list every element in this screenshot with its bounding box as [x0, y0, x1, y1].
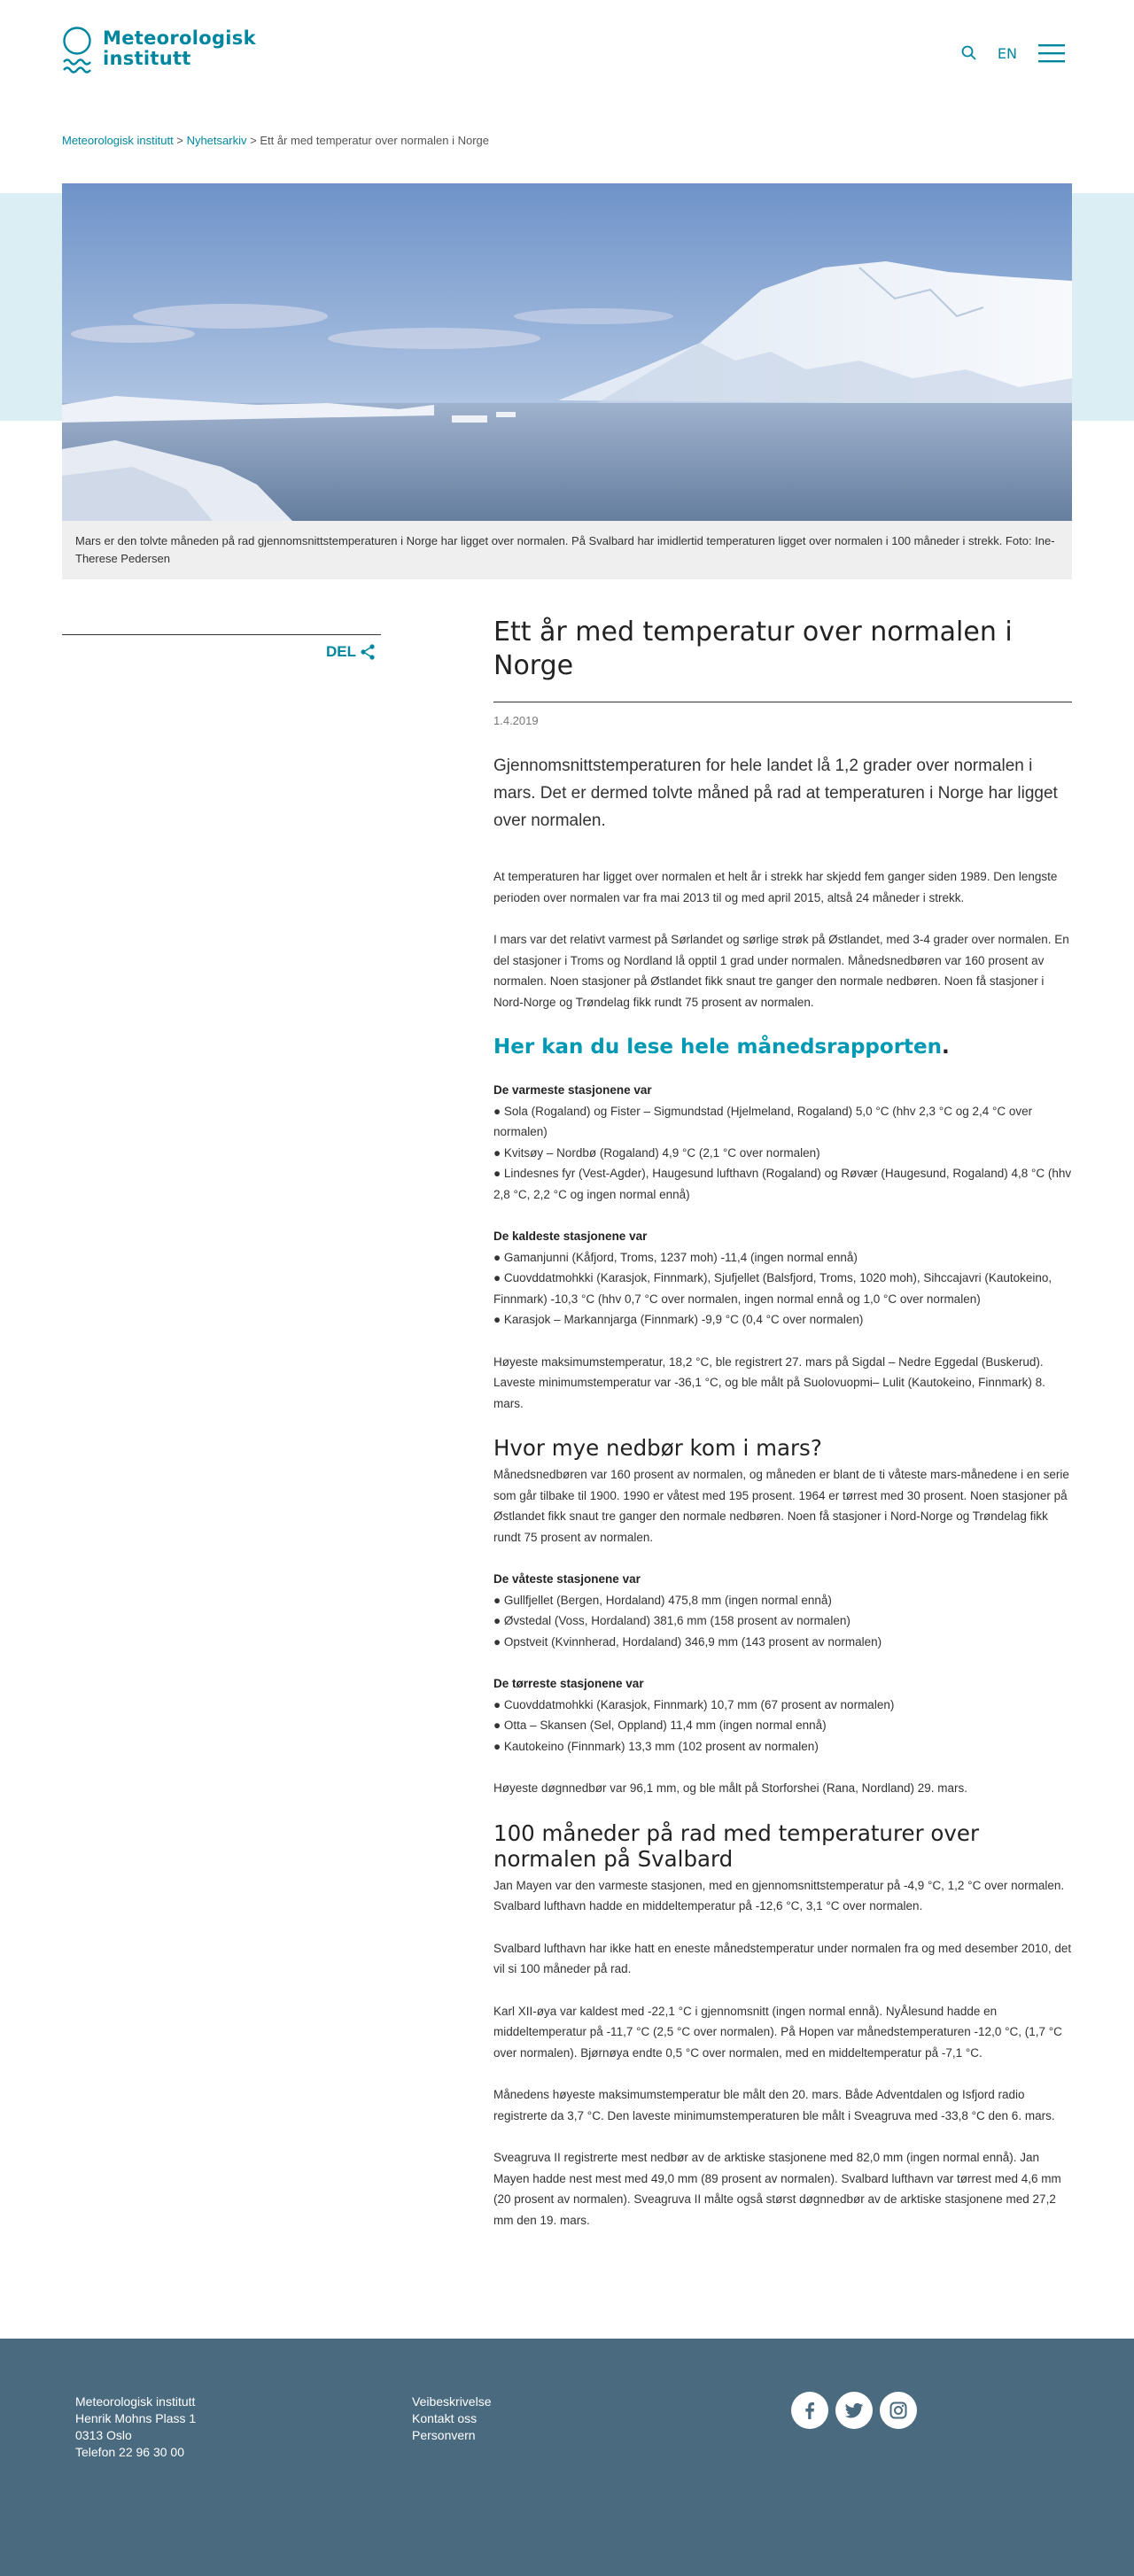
twitter-button[interactable] [835, 2392, 873, 2429]
list-item: ● Gamanjunni (Kåfjord, Troms, 1237 moh) -11,4 (ingen normal ennå) [493, 1250, 858, 1264]
paragraph: At temperaturen har ligget over normalen et helt år i strekk har skjedd fem ganger siden 1989. Den lengste perioden over normalen var fra mai 2013 til og med april 2015, altså 24 måneder i strekk. [493, 870, 1058, 904]
paragraph: Karl XII-øya var kaldest med -22,1 °C i gjennomsnitt (ingen normal ennå). NyÅlesund hadde en middeltemperatur på -11,7 °C (2,5 °C over normalen). På Hopen var månedstemperaturen -12,0 °C, (1,7 °C over normalen). Bjørnøya endte 0,5 °C over normalen, med en middeltemperatur på -7,1 °C. [493, 2004, 1062, 2060]
breadcrumb [62, 134, 489, 147]
logo-line1: Meteorologisk [103, 27, 256, 49]
list-item: ● Øvstedal (Voss, Hordaland) 381,6 mm (158 prosent av normalen) [493, 1614, 850, 1627]
driest-heading: De tørreste stasjonene var [493, 1677, 644, 1690]
monthly-report-heading [493, 1034, 1072, 1060]
article-date: 1.4.2019 [493, 714, 539, 727]
hero-image [62, 183, 1072, 521]
footer-link-privacy[interactable]: Personvern [412, 2428, 476, 2442]
twitter-icon [843, 2400, 865, 2421]
image-caption: Mars er den tolvte måneden på rad gjennomsnittstemperaturen i Norge har ligget over normalen. På Svalbard har imidlertid temperaturen ligget over normalen i 100 måneder i strekk. Foto: Ine-Therese Pedersen [62, 521, 1072, 579]
wettest-stations [493, 1569, 1072, 1652]
breadcrumb-current: Ett år med temperatur over normalen i Norge [260, 134, 489, 147]
logo-text [103, 28, 256, 69]
list-item: ● Gullfjellet (Bergen, Hordaland) 475,8 mm (ingen normal ennå) [493, 1593, 832, 1607]
paragraph: Månedsnedbøren var 160 prosent av normalen, og måneden er blant de ti våteste mars-månedene i en serie som går tilbake til 1900. 1990 er våtest med 195 prosent. 1964 er tørrest med 30 prosent. Noen stasjoner på Østlandet fikk snaut tre ganger den normale nedbøren. Noen få stasjoner i Nord-Norge og Trøndelag fikk rundt 75 prosent av normalen. [493, 1468, 1069, 1544]
list-item: ● Otta – Skansen (Sel, Oppland) 11,4 mm (ingen normal ennå) [493, 1719, 827, 1732]
footer-org: Meteorologisk institutt [75, 2394, 196, 2409]
paragraph: Sveagruva II registrerte mest nedbør av de arktiske stasjonene med 82,0 mm (ingen normal ennå). Jan Mayen hadde nest mest med 49,0 mm (89 prosent av normalen). Svalbard lufthavn var tørrest med 4,6 mm (20 prosent av normalen). Sveagruva II målte også størst døgnnedbør av de arktiske stasjonene med 27,2 mm den 19. mars. [493, 2151, 1061, 2227]
footer-link-directions[interactable]: Veibeskrivelse [412, 2394, 492, 2409]
paragraph: Jan Mayen var den varmeste stasjonen, med en gjennomsnittstemperatur på -4,9 °C, 1,2 °C over normalen. Svalbard lufthavn hadde en middeltemperatur på -12,6 °C, 3,1 °C over normalen. [493, 1878, 1065, 1913]
breadcrumb-home[interactable]: Meteorologisk institutt [62, 134, 174, 147]
article-lead: Gjennomsnittstemperaturen for hele landet lå 1,2 grader over normalen i mars. Det er dermed tolvte måned på rad at temperaturen i Norge har ligget over normalen. [493, 757, 1058, 830]
monthly-report-link[interactable]: Her kan du lese hele månedsrapporten [493, 1036, 942, 1059]
list-item: ● Sola (Rogaland) og Fister – Sigmundstad (Hjelmeland, Rogaland) 5,0 °C (hhv 2,3 °C og 2,4 °C over normalen) [493, 1104, 1033, 1138]
header-tools [960, 43, 1065, 64]
language-link[interactable]: EN [997, 44, 1017, 62]
list-item: ● Opstveit (Kvinnherad, Hordaland) 346,9 mm (143 prosent av normalen) [493, 1634, 882, 1649]
list-item: ● Lindesnes fyr (Vest-Agder), Haugesund lufthavn (Rogaland) og Røvær (Haugesund, Rogaland) 4,8 °C (hhv 2,8 °C, 2,2 °C og ingen normal ennå) [493, 1167, 1072, 1201]
share-label: DEL [326, 643, 356, 660]
driest-stations [493, 1673, 1072, 1757]
paragraph: Månedens høyeste maksimumstemperatur ble målt den 20. mars. Både Adventdalen og Isfjord radio registrerte da 3,7 °C. Den laveste minimumstemperaturen ble målt i Sveagruva med -33,8 °C den 6. mars. [493, 2088, 1055, 2122]
list-item: ● Karasjok – Markannjarga (Finnmark) -9,9 °C (0,4 °C over normalen) [493, 1313, 864, 1326]
instagram-button[interactable] [880, 2392, 917, 2429]
list-item: ● Kvitsøy – Nordbø (Rogaland) 4,9 °C (2,1 °C over normalen) [493, 1145, 820, 1160]
social-links [791, 2392, 924, 2429]
section-heading-svalbard: 100 måneder på rad med temperaturer over normalen på Svalbard [493, 1819, 980, 1872]
report-link-period: . [942, 1036, 950, 1059]
logo-icon [62, 27, 92, 74]
section-heading-precipitation: Hvor mye nedbør kom i mars? [493, 1435, 822, 1461]
hamburger-menu-icon[interactable] [1038, 43, 1065, 64]
list-item: ● Cuovddatmohkki (Karasjok, Finnmark), Sjufjellet (Balsfjord, Troms, 1020 moh), Sihccajavri (Kautokeino, Finnmark) -10,3 °C (hhv 0,7 °C over normalen, ingen normal ennå og 1,0 °C over normalen) [493, 1271, 1052, 1306]
footer-street: Henrik Mohns Plass 1 [75, 2411, 197, 2425]
article [493, 616, 1072, 2252]
breadcrumb-separator: > [246, 134, 260, 147]
logo-line2: institutt [103, 48, 191, 69]
share-divider [62, 634, 381, 635]
footer-links [412, 2394, 492, 2444]
footer-postcode: 0313 Oslo [75, 2428, 132, 2442]
footer-address [75, 2394, 196, 2461]
list-item: ● Cuovddatmohkki (Karasjok, Finnmark) 10,7 mm (67 prosent av normalen) [493, 1697, 895, 1711]
logo[interactable] [62, 27, 256, 74]
facebook-button[interactable] [791, 2392, 828, 2429]
wettest-heading: De våteste stasjonene var [493, 1572, 641, 1586]
facebook-icon [800, 2401, 819, 2420]
list-item: ● Kautokeino (Finnmark) 13,3 mm (102 prosent av normalen) [493, 1739, 819, 1753]
share-button[interactable] [326, 643, 377, 661]
article-title: Ett år med temperatur over normalen i Norge [493, 616, 1072, 702]
breadcrumb-separator: > [173, 134, 187, 147]
instagram-icon [889, 2401, 908, 2420]
footer-link-contact[interactable]: Kontakt oss [412, 2411, 478, 2425]
paragraph: Svalbard lufthavn har ikke hatt en eneste månedstemperatur under normalen fra og med desember 2010, det vil si 100 måneder på rad. [493, 1941, 1072, 1975]
site-footer [0, 2339, 1134, 2576]
footer-phone: Telefon 22 96 30 00 [75, 2445, 184, 2459]
warmest-heading: De varmeste stasjonene var [493, 1083, 652, 1097]
breadcrumb-archive[interactable]: Nyhetsarkiv [186, 134, 247, 147]
paragraph: I mars var det relativt varmest på Sørlandet og sørlige strøk på Østlandet, med 3-4 grader over normalen. En del stasjoner i Troms og Nordland lå opptil 1 grad under normalen. Månedsnedbøren var 160 prosent av normalen. Noen stasjoner på Østlandet fikk snaut tre ganger den normale nedbøren. Noen få stasjoner i Nord-Norge og Trøndelag fikk rundt 75 prosent av normalen. [493, 933, 1069, 1009]
warmest-stations [493, 1080, 1072, 1205]
coldest-stations [493, 1226, 1072, 1331]
share-icon [359, 643, 377, 661]
site-header [0, 0, 1134, 97]
paragraph: Høyeste maksimumstemperatur, 18,2 °C, ble registrert 27. mars på Sigdal – Nedre Eggedal (Buskerud). Laveste minimumstemperatur var -36,1 °C, og ble målt på Suolovuopmi– Lulit (Kautokeino, Finnmark) 8. mars. [493, 1354, 1045, 1410]
paragraph: Høyeste døgnnedbør var 96,1 mm, og ble målt på Storforshei (Rana, Nordland) 29. mars. [493, 1781, 967, 1795]
coldest-heading: De kaldeste stasjonene var [493, 1230, 648, 1243]
search-icon[interactable] [960, 44, 978, 62]
